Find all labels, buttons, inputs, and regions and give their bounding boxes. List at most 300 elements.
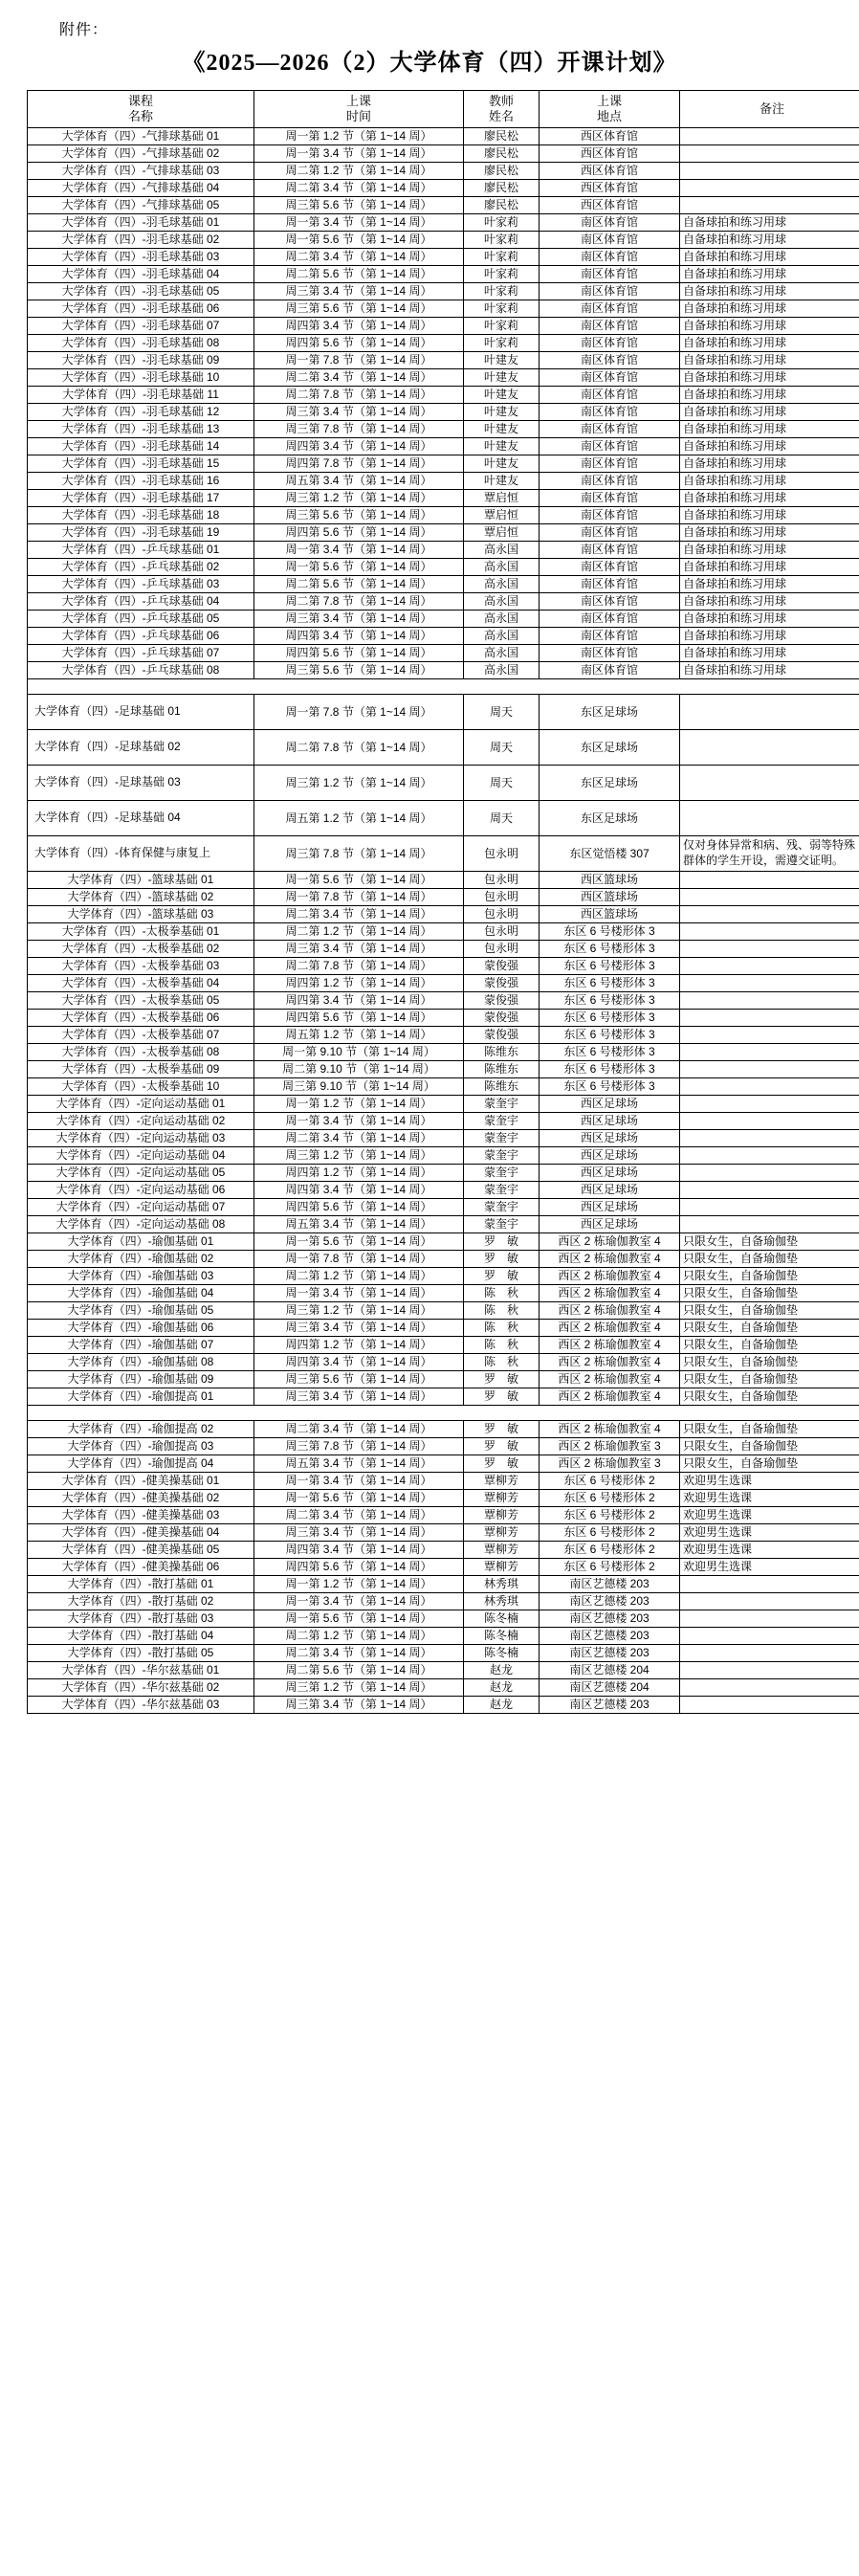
cell-time: 周四第 5.6 节（第 1~14 周） (254, 1199, 464, 1216)
cell-time: 周五第 3.4 节（第 1~14 周） (254, 473, 464, 490)
cell-course: 大学体育（四）-瑜伽基础 06 (28, 1320, 254, 1337)
cell-course: 大学体育（四）-太极拳基础 01 (28, 923, 254, 941)
cell-place: 东区 6 号楼形体 3 (540, 1010, 680, 1027)
cell-place: 南区体育馆 (540, 300, 680, 318)
cell-time: 周二第 3.4 节（第 1~14 周） (254, 1421, 464, 1438)
cell-teacher: 陈冬楠 (464, 1610, 540, 1628)
section-gap-cell (28, 679, 859, 695)
cell-place: 南区艺德楼 203 (540, 1593, 680, 1610)
cell-place: 南区体育馆 (540, 524, 680, 542)
cell-teacher: 周天 (464, 801, 540, 836)
cell-place: 西区体育馆 (540, 128, 680, 145)
table-row (28, 766, 859, 801)
cell-course: 大学体育（四）-健美操基础 01 (28, 1473, 254, 1490)
cell-course: 大学体育（四）-散打基础 03 (28, 1610, 254, 1628)
cell-place: 东区 6 号楼形体 2 (540, 1524, 680, 1542)
cell-note (680, 180, 859, 197)
cell-note: 自备球拍和练习用球 (680, 352, 859, 369)
cell-course: 大学体育（四）-瑜伽提高 01 (28, 1388, 254, 1406)
cell-course: 大学体育（四）-华尔兹基础 01 (28, 1662, 254, 1679)
cell-place: 南区体育馆 (540, 645, 680, 662)
cell-course: 大学体育（四）-定向运动基础 03 (28, 1130, 254, 1147)
cell-teacher: 叶建友 (464, 473, 540, 490)
cell-teacher: 蒙俊强 (464, 1027, 540, 1044)
cell-time: 周一第 3.4 节（第 1~14 周） (254, 1593, 464, 1610)
cell-course: 大学体育（四）-羽毛球基础 19 (28, 524, 254, 542)
cell-note: 自备球拍和练习用球 (680, 421, 859, 438)
table-row (28, 1130, 859, 1147)
cell-place: 东区 6 号楼形体 3 (540, 1061, 680, 1078)
cell-note (680, 1628, 859, 1645)
cell-course: 大学体育（四）-太极拳基础 09 (28, 1061, 254, 1078)
course-schedule-table (27, 90, 859, 1714)
cell-course: 大学体育（四）-足球基础 04 (28, 801, 254, 836)
cell-course: 大学体育（四）-散打基础 05 (28, 1645, 254, 1662)
table-row (28, 1320, 859, 1337)
cell-teacher: 叶家莉 (464, 318, 540, 335)
cell-time: 周四第 1.2 节（第 1~14 周） (254, 1337, 464, 1354)
table-row (28, 1455, 859, 1473)
cell-place: 南区艺德楼 203 (540, 1697, 680, 1714)
cell-teacher: 蒙奎宇 (464, 1147, 540, 1165)
cell-place: 西区足球场 (540, 1182, 680, 1199)
cell-place: 南区体育馆 (540, 455, 680, 473)
cell-course: 大学体育（四）-乒乓球基础 08 (28, 662, 254, 679)
cell-course: 大学体育（四）-瑜伽提高 04 (28, 1455, 254, 1473)
table-row (28, 730, 859, 766)
column-header-teacher-line2: 姓名 (488, 109, 514, 123)
cell-time: 周四第 1.2 节（第 1~14 周） (254, 975, 464, 992)
cell-place: 南区体育馆 (540, 318, 680, 335)
cell-place: 西区篮球场 (540, 872, 680, 889)
cell-note (680, 730, 859, 766)
cell-time: 周三第 1.2 节（第 1~14 周） (254, 490, 464, 507)
cell-note: 自备球拍和练习用球 (680, 524, 859, 542)
cell-place: 东区 6 号楼形体 2 (540, 1559, 680, 1576)
cell-time: 周二第 5.6 节（第 1~14 周） (254, 1662, 464, 1679)
cell-place: 东区 6 号楼形体 3 (540, 923, 680, 941)
cell-course: 大学体育（四）-足球基础 01 (28, 695, 254, 730)
cell-course: 大学体育（四）-羽毛球基础 01 (28, 214, 254, 232)
cell-time: 周四第 3.4 节（第 1~14 周） (254, 1354, 464, 1371)
cell-place: 东区 6 号楼形体 2 (540, 1542, 680, 1559)
cell-place: 南区艺德楼 203 (540, 1645, 680, 1662)
cell-place: 南区艺德楼 204 (540, 1662, 680, 1679)
cell-note (680, 145, 859, 163)
cell-teacher: 蒙俊强 (464, 975, 540, 992)
column-header-time-line1: 上课 (345, 93, 371, 108)
table-row (28, 923, 859, 941)
table-row (28, 1354, 859, 1371)
cell-time: 周三第 5.6 节（第 1~14 周） (254, 300, 464, 318)
cell-teacher: 覃柳芳 (464, 1524, 540, 1542)
cell-course: 大学体育（四）-散打基础 04 (28, 1628, 254, 1645)
column-header-teacher (464, 91, 540, 128)
cell-note (680, 906, 859, 923)
cell-time: 周三第 3.4 节（第 1~14 周） (254, 611, 464, 628)
cell-place: 南区体育馆 (540, 352, 680, 369)
column-header-time-line2: 时间 (345, 109, 371, 123)
table-row (28, 1438, 859, 1455)
table-row (28, 1285, 859, 1302)
cell-note (680, 1576, 859, 1593)
cell-time: 周二第 3.4 节（第 1~14 周） (254, 906, 464, 923)
cell-course: 大学体育（四）-瑜伽提高 02 (28, 1421, 254, 1438)
cell-note: 自备球拍和练习用球 (680, 387, 859, 404)
cell-teacher: 覃柳芳 (464, 1490, 540, 1507)
cell-course: 大学体育（四）-太极拳基础 02 (28, 941, 254, 958)
cell-place: 南区体育馆 (540, 421, 680, 438)
cell-place: 西区 2 栋瑜伽教室 3 (540, 1438, 680, 1455)
cell-course: 大学体育（四）-羽毛球基础 15 (28, 455, 254, 473)
table-row (28, 300, 859, 318)
cell-place: 东区 6 号楼形体 3 (540, 1027, 680, 1044)
cell-teacher: 罗 敏 (464, 1438, 540, 1455)
cell-course: 大学体育（四）-体育保健与康复上 (28, 836, 254, 872)
cell-time: 周二第 7.8 节（第 1~14 周） (254, 730, 464, 766)
cell-place: 西区篮球场 (540, 906, 680, 923)
cell-note (680, 197, 859, 214)
cell-time: 周一第 5.6 节（第 1~14 周） (254, 872, 464, 889)
cell-teacher: 包永明 (464, 923, 540, 941)
table-row (28, 180, 859, 197)
cell-course: 大学体育（四）-羽毛球基础 09 (28, 352, 254, 369)
cell-teacher: 陈维东 (464, 1078, 540, 1096)
cell-time: 周三第 3.4 节（第 1~14 周） (254, 941, 464, 958)
cell-place: 西区足球场 (540, 1199, 680, 1216)
table-row (28, 906, 859, 923)
cell-note (680, 801, 859, 836)
cell-time: 周二第 1.2 节（第 1~14 周） (254, 1628, 464, 1645)
cell-teacher: 叶家莉 (464, 232, 540, 249)
cell-note (680, 941, 859, 958)
cell-time: 周五第 1.2 节（第 1~14 周） (254, 1027, 464, 1044)
cell-course: 大学体育（四）-定向运动基础 07 (28, 1199, 254, 1216)
cell-place: 西区足球场 (540, 1096, 680, 1113)
table-row (28, 232, 859, 249)
cell-teacher: 陈 秋 (464, 1302, 540, 1320)
cell-time: 周四第 5.6 节（第 1~14 周） (254, 524, 464, 542)
cell-course: 大学体育（四）-瑜伽基础 05 (28, 1302, 254, 1320)
cell-teacher: 蒙俊强 (464, 958, 540, 975)
cell-time: 周一第 3.4 节（第 1~14 周） (254, 214, 464, 232)
cell-teacher: 罗 敏 (464, 1233, 540, 1251)
column-header-note: 备注 (680, 91, 859, 128)
cell-time: 周一第 7.8 节（第 1~14 周） (254, 352, 464, 369)
cell-note (680, 695, 859, 730)
cell-course: 大学体育（四）-瑜伽基础 04 (28, 1285, 254, 1302)
cell-note (680, 128, 859, 145)
column-header-course-line1: 课程 (127, 93, 153, 108)
cell-course: 大学体育（四）-气排球基础 04 (28, 180, 254, 197)
cell-time: 周二第 3.4 节（第 1~14 周） (254, 1130, 464, 1147)
cell-note: 只限女生，自备瑜伽垫 (680, 1371, 859, 1388)
cell-note (680, 1593, 859, 1610)
section-gap (28, 1406, 859, 1421)
cell-time: 周一第 7.8 节（第 1~14 周） (254, 889, 464, 906)
cell-note: 自备球拍和练习用球 (680, 576, 859, 593)
cell-teacher: 包永明 (464, 906, 540, 923)
cell-teacher: 叶建友 (464, 438, 540, 455)
cell-teacher: 罗 敏 (464, 1421, 540, 1438)
cell-teacher: 陈 秋 (464, 1354, 540, 1371)
cell-time: 周二第 3.4 节（第 1~14 周） (254, 180, 464, 197)
cell-time: 周三第 5.6 节（第 1~14 周） (254, 197, 464, 214)
cell-course: 大学体育（四）-羽毛球基础 17 (28, 490, 254, 507)
cell-place: 东区足球场 (540, 801, 680, 836)
table-row (28, 1628, 859, 1645)
cell-teacher: 陈 秋 (464, 1337, 540, 1354)
cell-time: 周一第 5.6 节（第 1~14 周） (254, 1490, 464, 1507)
column-header-place (540, 91, 680, 128)
table-row (28, 1061, 859, 1078)
cell-teacher: 蒙奎宇 (464, 1096, 540, 1113)
cell-course: 大学体育（四）-太极拳基础 03 (28, 958, 254, 975)
cell-place: 南区体育馆 (540, 404, 680, 421)
table-row (28, 1199, 859, 1216)
cell-time: 周二第 7.8 节（第 1~14 周） (254, 387, 464, 404)
table-row (28, 438, 859, 455)
table-row (28, 872, 859, 889)
table-row (28, 1113, 859, 1130)
cell-note: 自备球拍和练习用球 (680, 559, 859, 576)
cell-course: 大学体育（四）-羽毛球基础 08 (28, 335, 254, 352)
cell-course: 大学体育（四）-羽毛球基础 16 (28, 473, 254, 490)
column-header-place-line1: 上课 (596, 93, 622, 108)
cell-course: 大学体育（四）-羽毛球基础 14 (28, 438, 254, 455)
cell-place: 西区 2 栋瑜伽教室 4 (540, 1337, 680, 1354)
cell-place: 南区体育馆 (540, 559, 680, 576)
cell-place: 西区 2 栋瑜伽教室 4 (540, 1371, 680, 1388)
cell-note (680, 889, 859, 906)
cell-note (680, 1113, 859, 1130)
cell-time: 周二第 3.4 节（第 1~14 周） (254, 1507, 464, 1524)
cell-course: 大学体育（四）-乒乓球基础 07 (28, 645, 254, 662)
cell-course: 大学体育（四）-气排球基础 01 (28, 128, 254, 145)
cell-time: 周三第 5.6 节（第 1~14 周） (254, 507, 464, 524)
table-row (28, 1576, 859, 1593)
cell-teacher: 赵龙 (464, 1662, 540, 1679)
table-row (28, 1233, 859, 1251)
cell-time: 周一第 1.2 节（第 1~14 周） (254, 1576, 464, 1593)
cell-time: 周三第 1.2 节（第 1~14 周） (254, 1679, 464, 1697)
cell-course: 大学体育（四）-羽毛球基础 07 (28, 318, 254, 335)
cell-course: 大学体育（四）-健美操基础 04 (28, 1524, 254, 1542)
cell-note (680, 1199, 859, 1216)
cell-place: 南区体育馆 (540, 214, 680, 232)
cell-place: 西区足球场 (540, 1216, 680, 1233)
cell-course: 大学体育（四）-羽毛球基础 10 (28, 369, 254, 387)
cell-place: 东区足球场 (540, 766, 680, 801)
cell-course: 大学体育（四）-定向运动基础 01 (28, 1096, 254, 1113)
cell-time: 周五第 3.4 节（第 1~14 周） (254, 1455, 464, 1473)
cell-course: 大学体育（四）-乒乓球基础 06 (28, 628, 254, 645)
table-row (28, 695, 859, 730)
cell-teacher: 叶建友 (464, 404, 540, 421)
cell-note (680, 958, 859, 975)
table-row (28, 490, 859, 507)
cell-teacher: 高永国 (464, 662, 540, 679)
cell-note: 自备球拍和练习用球 (680, 593, 859, 611)
table-row (28, 1542, 859, 1559)
cell-place: 南区体育馆 (540, 542, 680, 559)
cell-course: 大学体育（四）-足球基础 02 (28, 730, 254, 766)
cell-time: 周三第 3.4 节（第 1~14 周） (254, 1388, 464, 1406)
cell-course: 大学体育（四）-瑜伽基础 02 (28, 1251, 254, 1268)
cell-course: 大学体育（四）-太极拳基础 10 (28, 1078, 254, 1096)
cell-course: 大学体育（四）-太极拳基础 06 (28, 1010, 254, 1027)
cell-note: 欢迎男生选课 (680, 1473, 859, 1490)
cell-time: 周三第 9.10 节（第 1~14 周） (254, 1078, 464, 1096)
cell-course: 大学体育（四）-羽毛球基础 06 (28, 300, 254, 318)
cell-note (680, 1216, 859, 1233)
cell-time: 周一第 3.4 节（第 1~14 周） (254, 145, 464, 163)
cell-course: 大学体育（四）-定向运动基础 04 (28, 1147, 254, 1165)
header-row (28, 91, 859, 128)
cell-course: 大学体育（四）-篮球基础 02 (28, 889, 254, 906)
cell-teacher: 周天 (464, 730, 540, 766)
cell-note: 自备球拍和练习用球 (680, 542, 859, 559)
table-body (28, 128, 859, 1714)
cell-time: 周四第 3.4 节（第 1~14 周） (254, 1542, 464, 1559)
cell-note (680, 872, 859, 889)
cell-time: 周五第 1.2 节（第 1~14 周） (254, 801, 464, 836)
column-header-course (28, 91, 254, 128)
cell-note: 只限女生，自备瑜伽垫 (680, 1455, 859, 1473)
cell-place: 南区体育馆 (540, 369, 680, 387)
cell-teacher: 廖民松 (464, 128, 540, 145)
cell-course: 大学体育（四）-乒乓球基础 03 (28, 576, 254, 593)
table-row (28, 542, 859, 559)
cell-note: 自备球拍和练习用球 (680, 318, 859, 335)
cell-teacher: 蒙奎宇 (464, 1113, 540, 1130)
table-row (28, 662, 859, 679)
cell-course: 大学体育（四）-羽毛球基础 04 (28, 266, 254, 283)
cell-teacher: 罗 敏 (464, 1371, 540, 1388)
cell-note: 只限女生，自备瑜伽垫 (680, 1388, 859, 1406)
cell-place: 东区 6 号楼形体 2 (540, 1473, 680, 1490)
table-row (28, 1182, 859, 1199)
cell-note: 欢迎男生选课 (680, 1559, 859, 1576)
table-row (28, 128, 859, 145)
cell-note: 自备球拍和练习用球 (680, 300, 859, 318)
cell-place: 南区体育馆 (540, 576, 680, 593)
cell-teacher: 包永明 (464, 836, 540, 872)
cell-teacher: 林秀琪 (464, 1576, 540, 1593)
table-row (28, 958, 859, 975)
cell-note: 自备球拍和练习用球 (680, 507, 859, 524)
cell-note: 只限女生，自备瑜伽垫 (680, 1302, 859, 1320)
cell-note: 只限女生，自备瑜伽垫 (680, 1337, 859, 1354)
table-row (28, 1165, 859, 1182)
table-row (28, 266, 859, 283)
table-row (28, 1078, 859, 1096)
table-row (28, 1027, 859, 1044)
cell-note: 自备球拍和练习用球 (680, 214, 859, 232)
cell-time: 周三第 3.4 节（第 1~14 周） (254, 404, 464, 421)
cell-course: 大学体育（四）-乒乓球基础 01 (28, 542, 254, 559)
cell-place: 西区体育馆 (540, 145, 680, 163)
table-row (28, 1044, 859, 1061)
cell-course: 大学体育（四）-健美操基础 02 (28, 1490, 254, 1507)
cell-teacher: 叶家莉 (464, 283, 540, 300)
cell-place: 东区足球场 (540, 730, 680, 766)
cell-teacher: 覃启恒 (464, 490, 540, 507)
cell-teacher: 覃柳芳 (464, 1559, 540, 1576)
table-row (28, 197, 859, 214)
cell-teacher: 陈维东 (464, 1044, 540, 1061)
table-row (28, 836, 859, 872)
cell-note (680, 766, 859, 801)
cell-note (680, 163, 859, 180)
cell-place: 南区艺德楼 203 (540, 1628, 680, 1645)
column-header-course-line2: 名称 (127, 109, 153, 123)
cell-note (680, 1610, 859, 1628)
table-row (28, 455, 859, 473)
cell-time: 周三第 3.4 节（第 1~14 周） (254, 1524, 464, 1542)
cell-teacher: 陈冬楠 (464, 1628, 540, 1645)
cell-teacher: 叶家莉 (464, 214, 540, 232)
cell-place: 西区体育馆 (540, 197, 680, 214)
cell-place: 西区 2 栋瑜伽教室 4 (540, 1354, 680, 1371)
attachment-label: 附件： (59, 22, 109, 38)
section-gap (28, 679, 859, 695)
cell-place: 西区 2 栋瑜伽教室 4 (540, 1285, 680, 1302)
cell-course: 大学体育（四）-篮球基础 01 (28, 872, 254, 889)
cell-note (680, 992, 859, 1010)
table-row (28, 369, 859, 387)
cell-time: 周四第 1.2 节（第 1~14 周） (254, 1165, 464, 1182)
table-row (28, 1679, 859, 1697)
cell-teacher: 周天 (464, 695, 540, 730)
cell-course: 大学体育（四）-健美操基础 06 (28, 1559, 254, 1576)
cell-time: 周三第 3.4 节（第 1~14 周） (254, 1320, 464, 1337)
cell-teacher: 陈 秋 (464, 1320, 540, 1337)
cell-note: 欢迎男生选课 (680, 1542, 859, 1559)
table-row (28, 645, 859, 662)
cell-course: 大学体育（四）-羽毛球基础 02 (28, 232, 254, 249)
cell-place: 西区 2 栋瑜伽教室 3 (540, 1455, 680, 1473)
cell-course: 大学体育（四）-瑜伽基础 03 (28, 1268, 254, 1285)
cell-teacher: 陈冬楠 (464, 1645, 540, 1662)
cell-time: 周三第 5.6 节（第 1~14 周） (254, 662, 464, 679)
cell-place: 西区足球场 (540, 1147, 680, 1165)
cell-place: 西区篮球场 (540, 889, 680, 906)
cell-place: 南区体育馆 (540, 438, 680, 455)
cell-teacher: 覃启恒 (464, 524, 540, 542)
cell-note: 自备球拍和练习用球 (680, 455, 859, 473)
cell-course: 大学体育（四）-太极拳基础 05 (28, 992, 254, 1010)
cell-course: 大学体育（四）-羽毛球基础 03 (28, 249, 254, 266)
cell-note: 自备球拍和练习用球 (680, 232, 859, 249)
cell-note: 欢迎男生选课 (680, 1490, 859, 1507)
cell-course: 大学体育（四）-定向运动基础 05 (28, 1165, 254, 1182)
cell-teacher: 叶建友 (464, 421, 540, 438)
cell-place: 南区体育馆 (540, 593, 680, 611)
cell-place: 南区体育馆 (540, 266, 680, 283)
cell-teacher: 高永国 (464, 542, 540, 559)
table-row (28, 611, 859, 628)
table-row (28, 576, 859, 593)
cell-place: 南区体育馆 (540, 283, 680, 300)
cell-teacher: 叶建友 (464, 455, 540, 473)
cell-course: 大学体育（四）-散打基础 02 (28, 1593, 254, 1610)
cell-teacher: 叶家莉 (464, 300, 540, 318)
cell-place: 东区 6 号楼形体 3 (540, 992, 680, 1010)
cell-teacher: 罗 敏 (464, 1388, 540, 1406)
cell-note (680, 1662, 859, 1679)
cell-teacher: 赵龙 (464, 1679, 540, 1697)
